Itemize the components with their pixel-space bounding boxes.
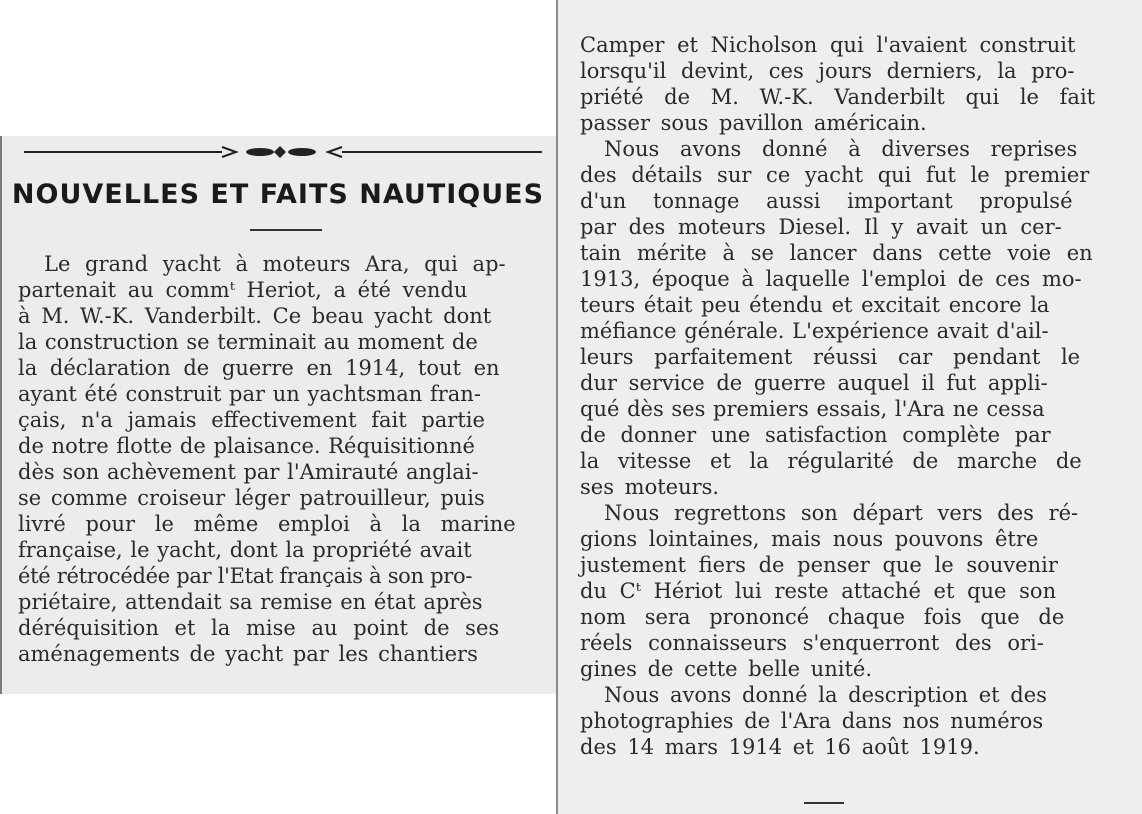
text-line: justement fiers de penser que le souvenir <box>580 553 1058 577</box>
text-line: lorsqu'il devint, ces jours derniers, la pro- <box>580 59 1075 83</box>
text-line: Camper et Nicholson qui l'avaient construit <box>580 33 1076 57</box>
text-line: méfiance générale. L'expérience avait d'ail- <box>580 319 1049 343</box>
text-line: qué dès ses premiers essais, l'Ara ne cessa <box>580 397 1045 421</box>
text-line: de notre flotte de plaisance. Réquisitionné <box>18 434 475 458</box>
text-line: été rétrocédée par l'Etat français à son pro- <box>18 564 473 588</box>
text-line: des détails sur ce yacht qui fut le premier <box>580 163 1090 187</box>
text-line: Nous avons donné la description et des <box>604 683 1047 707</box>
text-line: livré pour le même emploi à la marine <box>18 512 516 536</box>
text-line: à M. W.-K. Vanderbilt. Ce beau yacht dont <box>18 304 492 328</box>
text-line: nom sera prononcé chaque fois que de <box>580 605 1065 629</box>
heading-rule <box>250 229 322 231</box>
text-line: ses moteurs. <box>580 475 720 499</box>
text-line: par des moteurs Diesel. Il y avait un cer- <box>580 215 1062 239</box>
text-line: teurs était peu étendu et excitait encore la <box>580 293 1050 317</box>
article-heading: NOUVELLES ET FAITS NAUTIQUES <box>11 179 545 210</box>
column-rule <box>0 136 2 694</box>
text-line: française, le yacht, dont la propriété avait <box>18 538 472 562</box>
text-line: des 14 mars 1914 et 16 août 1919. <box>580 735 980 759</box>
text-line: dur service de guerre auquel il fut appli- <box>580 371 1048 395</box>
text-line: gions lointaines, mais nous pouvons être <box>580 527 1039 551</box>
text-line: la construction se terminait au moment de <box>18 330 478 354</box>
text-line: aménagements de yacht par les chantiers <box>18 642 478 666</box>
text-line: ayant été construit par un yachtsman fran- <box>18 382 481 406</box>
text-line: tain mérite à se lancer dans cette voie en <box>580 241 1093 265</box>
text-line: Nous avons donné à diverses reprises <box>604 137 1078 161</box>
text-line: déréquisition et la mise au point de ses <box>18 616 500 640</box>
text-line: gines de cette belle unité. <box>580 657 872 681</box>
text-line: la déclaration de guerre en 1914, tout en <box>18 356 500 380</box>
text-line: passer sous pavillon américain. <box>580 111 927 135</box>
text-line: se comme croiseur léger patrouilleur, puis <box>18 486 485 510</box>
text-line: priétaire, attendait sa remise en état après <box>18 590 483 614</box>
page-margin <box>0 0 556 136</box>
text-line: la vitesse et la régularité de marche de <box>580 449 1082 473</box>
text-line: d'un tonnage aussi important propulsé <box>580 189 1073 213</box>
text-line: photographies de l'Ara dans nos numéros <box>580 709 1044 733</box>
left-column <box>0 136 556 694</box>
text-line: 1913, époque à laquelle l'emploi de ces mo- <box>580 267 1082 291</box>
text-line: dès son achèvement par l'Amirauté anglai- <box>18 460 479 484</box>
text-line: réels connaisseurs s'enquerront des ori- <box>580 631 1044 655</box>
ornament-divider-icon <box>24 144 542 160</box>
text-line: Nous regrettons son départ vers des ré- <box>604 501 1079 525</box>
column-rule <box>556 0 558 814</box>
text-line: du Cᵗ Hériot lui reste attaché et que son <box>580 579 1057 603</box>
text-line: de donner une satisfaction complète par <box>580 423 1051 447</box>
right-column <box>556 0 1142 814</box>
text-line: leurs parfaitement réussi car pendant le <box>580 345 1081 369</box>
text-line: priété de M. W.-K. Vanderbilt qui le fait <box>580 85 1096 109</box>
text-line: çais, n'a jamais effectivement fait partie <box>18 408 485 432</box>
end-rule <box>804 802 844 804</box>
text-line: partenait au commᵗ Heriot, a été vendu <box>18 278 468 302</box>
text-line: Le grand yacht à moteurs Ara, qui ap- <box>44 252 506 276</box>
